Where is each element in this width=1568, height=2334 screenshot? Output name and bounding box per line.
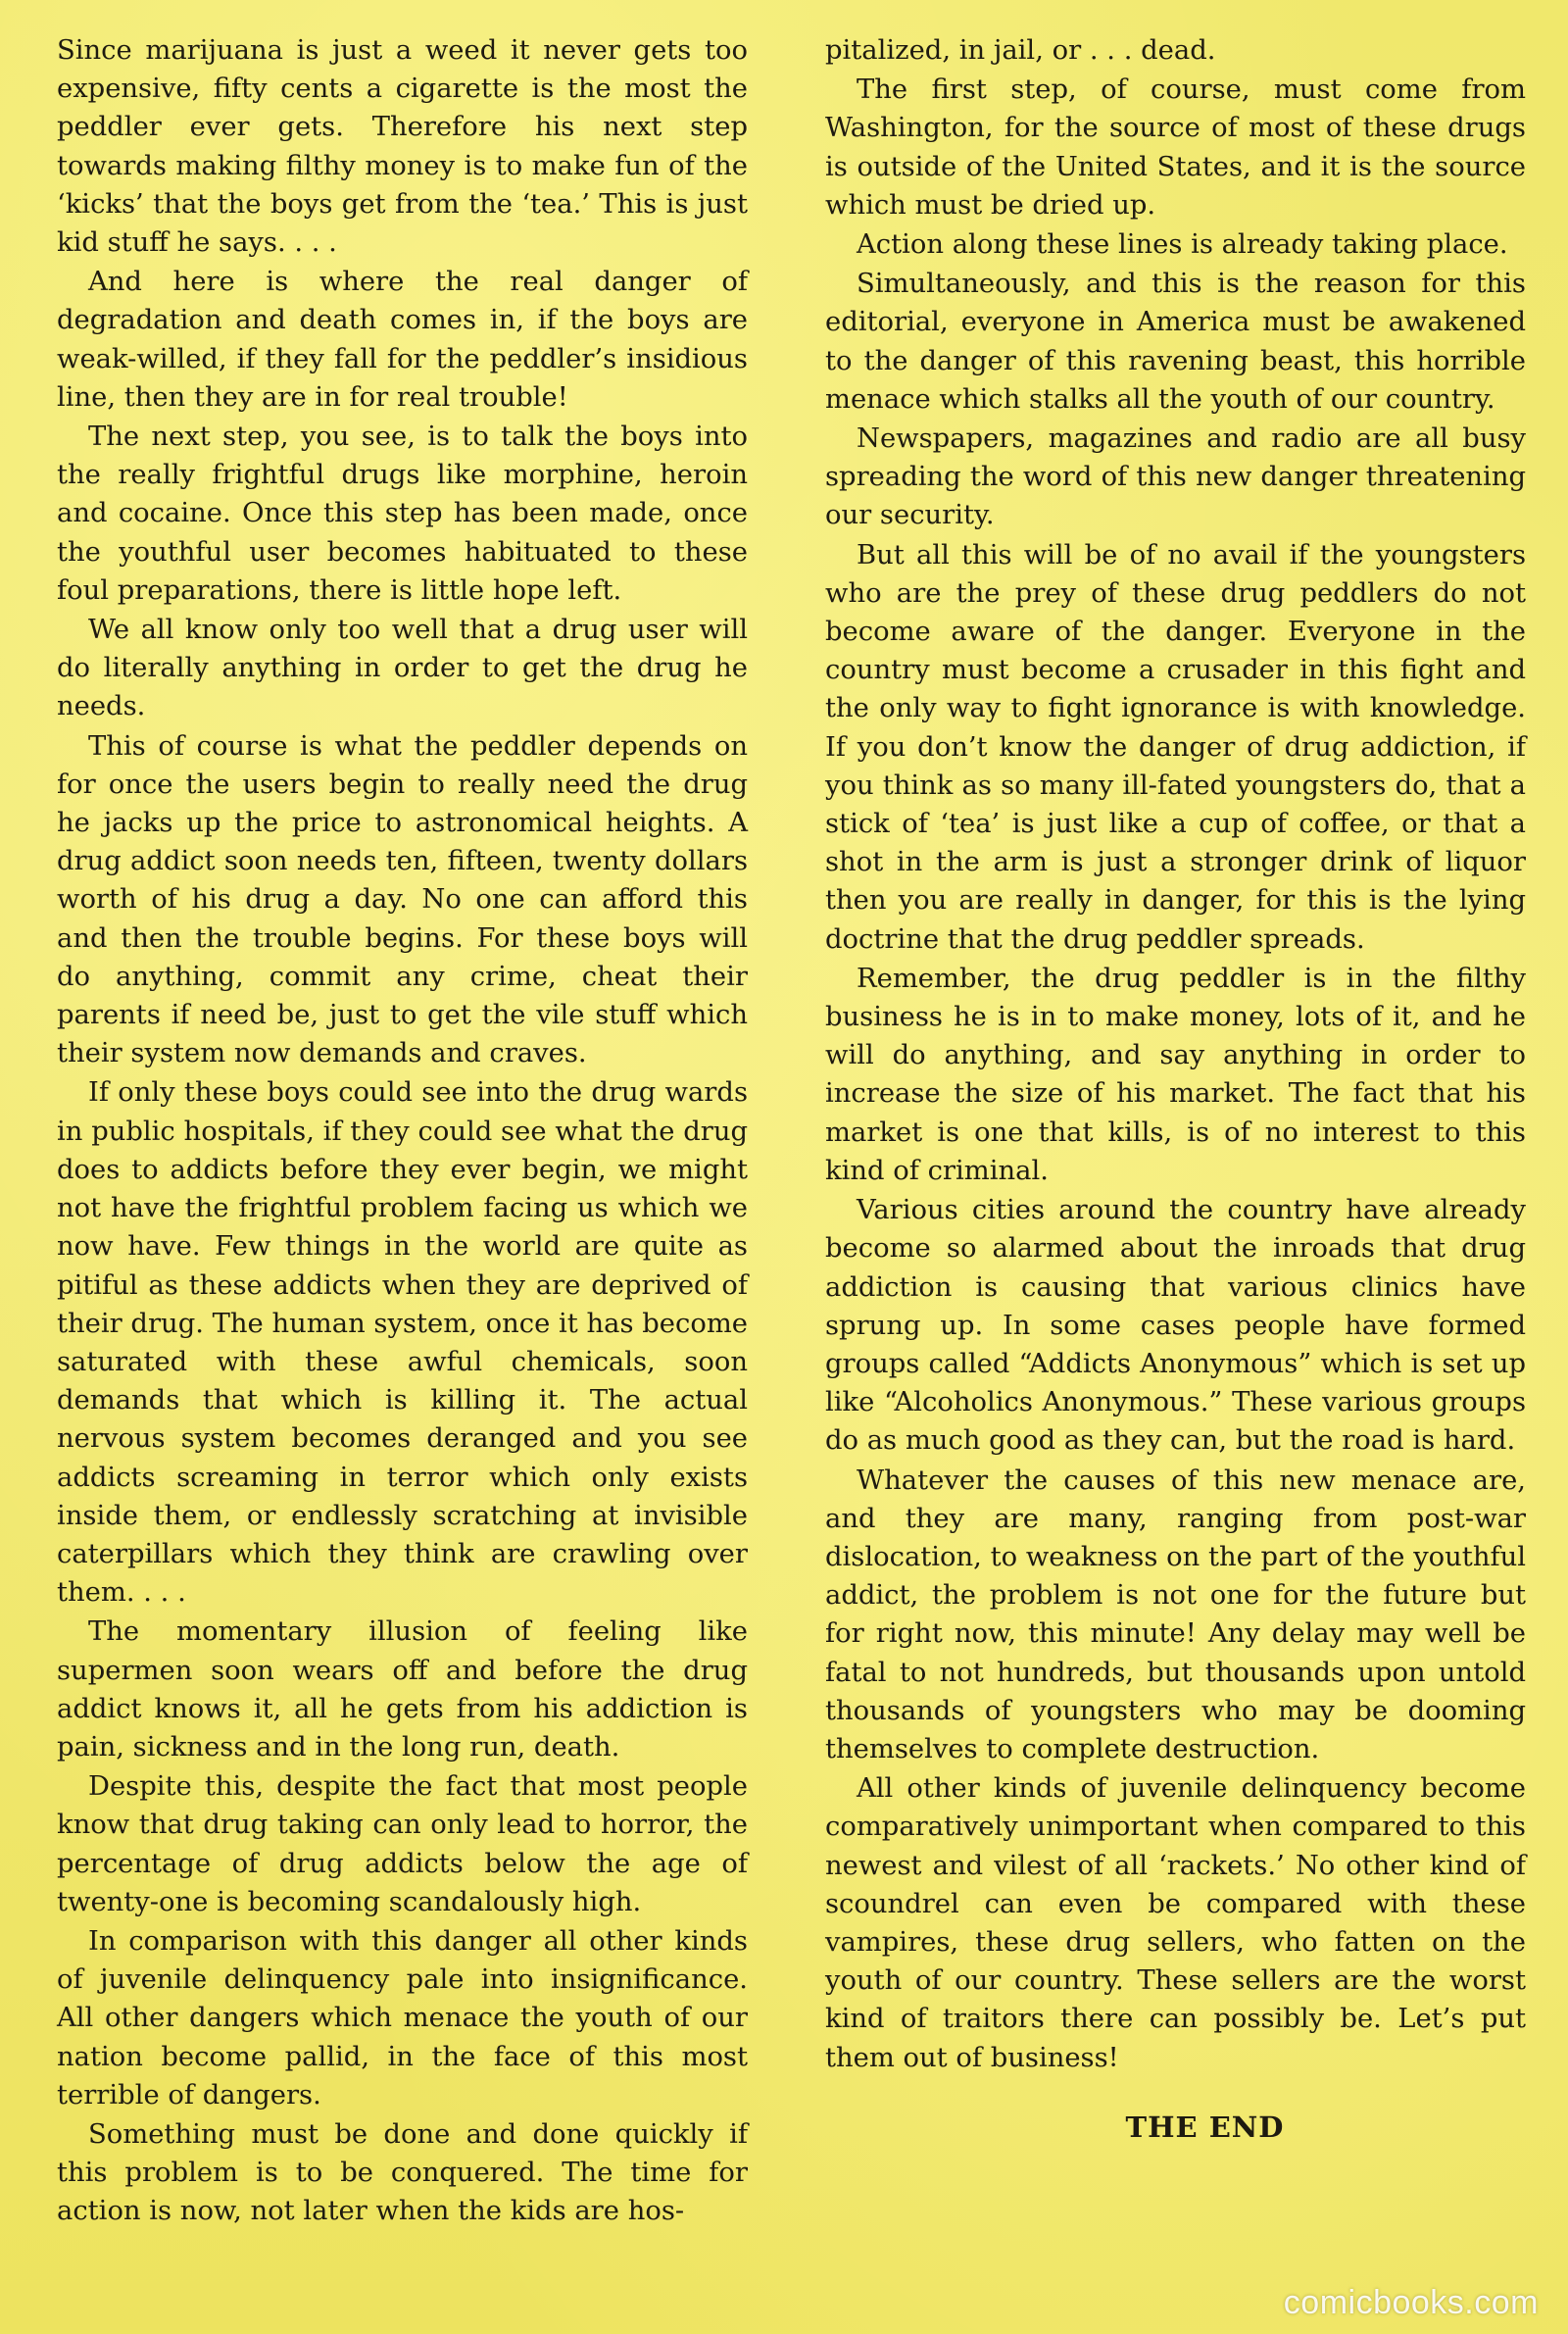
paragraph: If only these boys could see into the drug wards in public hospitals, if they could see what the drug does to addicts before they ever begin, we might not have the frightful problem facing us which we now have. Few things in the world are quite as pitiful as these addicts when they are deprived of their drug. The human system, once it has become saturated with these awful chemicals, soon demands that which is killing it. The actual nervous system becomes deranged and you see addicts screaming in terror which only exists inside them, or endlessly scratching at invisible caterpillars which they think are crawling over them. . . . xyxy=(57,1077,748,1609)
paragraph: In comparison with this danger all other kinds of juvenile delinquency pale into insignificance. All other dangers which menace the youth of our nation become pallid, in the face of this most terrible of dangers. xyxy=(57,1925,748,2111)
paragraph: But all this will be of no avail if the youngsters who are the prey of these drug peddlers do not become aware of the danger. Everyone in the country must become a crusader in this fight and the only way to fight ignorance is with knowledge. If you don’t know the danger of drug addiction, if you think as so many ill-fated youngsters do, that a stick of ‘tea’ is just like a cup of coffee, or that a shot in the arm is just a stronger drink of liquor then you are really in danger, for this is the lying doctrine that the drug peddler spreads. xyxy=(825,539,1526,955)
paragraph: This of course is what the peddler depends on for once the users begin to really need the drug he jacks up the price to astronomical heights. A drug addict soon needs ten, fifteen, twenty dollars worth of his drug a day. No one can afford this and then the trouble begins. For these boys will do anything, commit any crime, cheat their parents if need be, just to get the vile stuff which their system now demands and craves. xyxy=(57,730,748,1069)
paragraph: The next step, you see, is to talk the boys into the really frightful drugs like morphine, heroin and cocaine. Once this step has been made, once the youthful user becomes habituated to these foul preparations, there is little hope left. xyxy=(57,422,748,606)
left-text-column xyxy=(57,31,748,2232)
paragraph: The momentary illusion of feeling like supermen soon wears off and before the drug addict knows it, all he gets from his addiction is pain, sickness and in the long run, death. xyxy=(57,1616,748,1763)
paragraph: Newspapers, magazines and radio are all busy spreading the word of this new danger threatening our security. xyxy=(825,423,1526,531)
right-text-column xyxy=(825,31,1526,2147)
paragraph: Since marijuana is just a weed it never gets too expensive, fifty cents a cigarette is the most the peddler ever gets. Therefore his next step towards making filthy money is to make fun of the ‘kicks’ that the boys get from the ‘tea.’ This is just kid stuff he says. . . . xyxy=(57,35,748,259)
watermark: comicbooks.com xyxy=(1283,2284,1539,2321)
the-end-label: THE END xyxy=(1125,2110,1285,2144)
paragraph: Simultaneously, and this is the reason for this editorial, everyone in America must be awakened to the danger of this ravening beast, this horrible menace which stalks all the youth of our country. xyxy=(825,269,1526,415)
paragraph: Action along these lines is already taking place. xyxy=(857,229,1508,261)
paragraph: Despite this, despite the fact that most people know that drug taking can only lead to horror, the percentage of drug addicts below the age of twenty-one is becoming scandalously high. xyxy=(57,1771,748,1917)
paragraph: Whatever the causes of this new menace are, and they are many, ranging from post-war dislocation, to weakness on the part of the youthful addict, the problem is not one for the future but for right now, this minute! Any delay may well be fatal to not hundreds, but thousands upon untold thousands of youngsters who may be dooming themselves to complete destruction. xyxy=(825,1465,1526,1764)
paragraph: Remember, the drug peddler is in the filthy business he is in to make money, lots of it, and he will do anything, and say anything in order to increase the size of his market. The fact that his market is one that kills, is of no interest to this kind of criminal. xyxy=(825,963,1526,1186)
paragraph: All other kinds of juvenile delinquency become comparatively unimportant when compared to this newest and vilest of all ‘rackets.’ No other kind of scoundrel can even be compared with these vampires, these drug sellers, who fatten on the youth of our country. These sellers are the worst kind of traitors there can possibly be. Let’s put them out of business! xyxy=(825,1773,1526,2073)
paragraph: We all know only too well that a drug user will do literally anything in order to get the drug he needs. xyxy=(57,615,748,722)
paragraph: And here is where the real danger of degradation and death comes in, if the boys are weak-willed, if they fall for the peddler’s insidious line, then they are in for real trouble! xyxy=(57,267,748,413)
paragraph: pitalized, in jail, or . . . dead. xyxy=(825,35,1216,66)
paragraph: The first step, of course, must come from Washington, for the source of most of these drugs is outside of the United States, and it is the source which must be dried up. xyxy=(825,74,1526,221)
paragraph: Something must be done and done quickly if this problem is to be conquered. The time for action is now, not later when the kids are hos- xyxy=(57,2118,748,2227)
paragraph: Various cities around the country have already become so alarmed about the inroads that drug addiction is causing that various clinics have sprung up. In some cases people have formed groups called “Addicts Anonymous” which is set up like “Alcoholics Anonymous.” These various groups do as much good as they can, but the road is hard. xyxy=(825,1195,1526,1457)
